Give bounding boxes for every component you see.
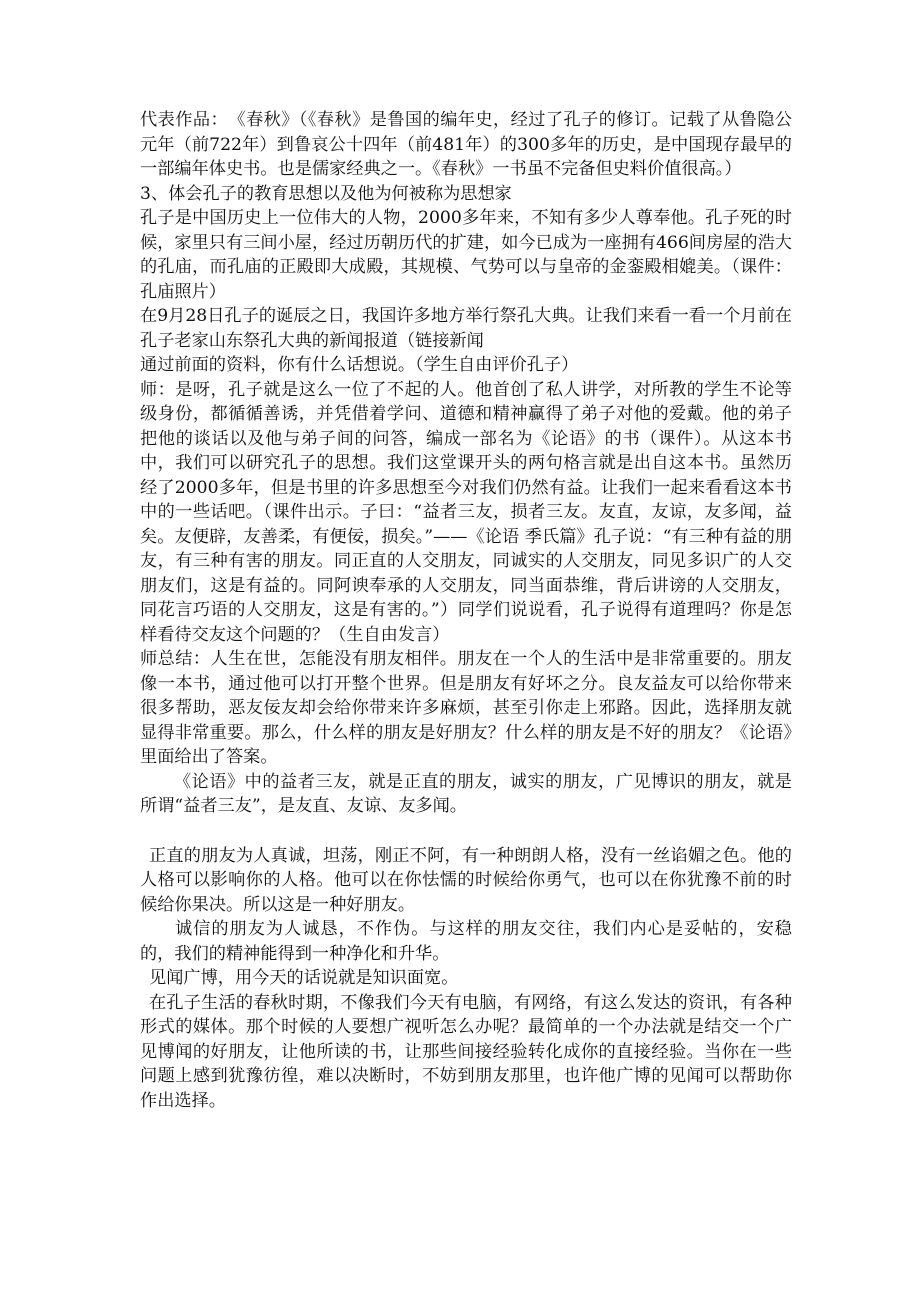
- paragraph-student-comment: 通过前面的资料，你有什么话想说。（学生自由评价孔子）: [140, 355, 579, 375]
- paragraph-teacher-analects: 师：是呀，孔子就是这么一位了不起的人。他首创了私人讲学，对所教的学生不论等级身份，都循循善诱，并凭借着学问、道德和精神赢得了弟子对他的爱戴。他的弟子把他的谈话以及他与弟子间的问答，编成一部名为《论语》的书（课件）。从这本书中，我们可以研究孔子的思想。我们这堂课开头的两句格言就是出自这本书。虽然历经了2000多年，但是书里的许多思想至今对我们仍然有益。让我们一起来看看这本书中的一些话吧。（课件出示。子曰：“益者三友，损者三友。友直，友谅，友多闻，益矣。友便辟，友善柔，有便佞，损矣。”——《论语 季氏篇》孔子说：“有三种有益的朋友，有三种有害的朋友。同正直的人交朋友，同诚实的人交朋友，同见多识广的人交朋友们，这是有益的。同阿谀奉承的人交朋友，同当面恭维，背后讲谤的人交朋友，同花言巧语的人交朋友，这是有害的。”）同学们说说看，孔子说得有道理吗？你是怎样看待交友这个问题的？（生自由发言）: [140, 379, 792, 645]
- paragraph-teacher-summary: 师总结：人生在世，怎能没有朋友相伴。朋友在一个人的生活中是非常重要的。朋友像一本书，通过他可以打开整个世界。但是朋友有好坏之分。良友益友可以给你带来很多帮助，恶友佞友却会给你带来许多麻烦，甚至引你走上邪路。因此，选择朋友就显得非常重要。那么，什么样的朋友是好朋友？什么样的朋友是不好的朋友？《论语》里面给出了答案。: [140, 649, 792, 767]
- paragraph-honest-friend: 诚信的朋友为人诚恳，不作伪。与这样的朋友交往，我们内心是妥帖的，安稳的，我们的精神能得到一种净化和升华。: [140, 919, 792, 964]
- paragraph-confucius-intro: 孔子是中国历史上一位伟大的人物，2000多年来，不知有多少人尊奉他。孔子死的时候，家里只有三间小屋，经过历朝历代的扩建，如今已成为一座拥有466间房屋的浩大的孔庙，而孔庙的正殿即大成殿，其规模、气势可以与皇帝的金銮殿相媲美。（课件：孔庙照片）: [140, 208, 792, 302]
- paragraph-spring-autumn: 在孔子生活的春秋时期，不像我们今天有电脑，有网络，有这么发达的资讯，有各种形式的媒体。那个时候的人要想广视听怎么办呢？最简单的一个办法就是结交一个广见博闻的好朋友，让他所读的书，让那些间接经验转化成你的直接经验。当你在一些问题上感到犹豫彷徨，难以决断时，不妨到朋友那里，也许他广博的见闻可以帮助你作出选择。: [140, 992, 792, 1111]
- paragraph-works: 代表作品： 《春秋》（《春秋》是鲁国的编年史，经过了孔子的修订。记载了从鲁隐公元年（前722年）到鲁哀公十四年（前481年）的300多年的历史，是中国现存最早的一部编年体史书。也是儒家经典之一。《春秋》一书虽不完备但史料价值很高。）: [140, 110, 792, 179]
- paragraph-three-friends: 《论语》中的益者三友，就是正直的朋友，诚实的朋友，广见博识的朋友，就是所谓“益者三友”，是友直、友谅、友多闻。: [140, 771, 792, 816]
- document-body: [140, 108, 792, 1113]
- paragraph-upright-friend: 正直的朋友为人真诚，坦荡，刚正不阿，有一种朗朗人格，没有一丝谄媚之色。他的人格可以影响你的人格。他可以在你怯懦的时候给你勇气，也可以在你犹豫不前的时候给你果决。所以这是一种好朋友。: [140, 845, 792, 915]
- paragraph-knowledgeable: 见闻广博，用今天的话说就是知识面宽。: [149, 968, 459, 988]
- paragraph-birthday-ceremony: 在9月28日孔子的诞辰之日，我国许多地方举行祭孔大典。让我们来看一看一个月前在孔子老家山东祭孔大典的新闻报道（链接新闻: [140, 306, 792, 351]
- blank-line: [140, 819, 792, 844]
- section-heading-3: 3、体会孔子的教育思想以及他为何被称为思想家: [140, 183, 512, 204]
